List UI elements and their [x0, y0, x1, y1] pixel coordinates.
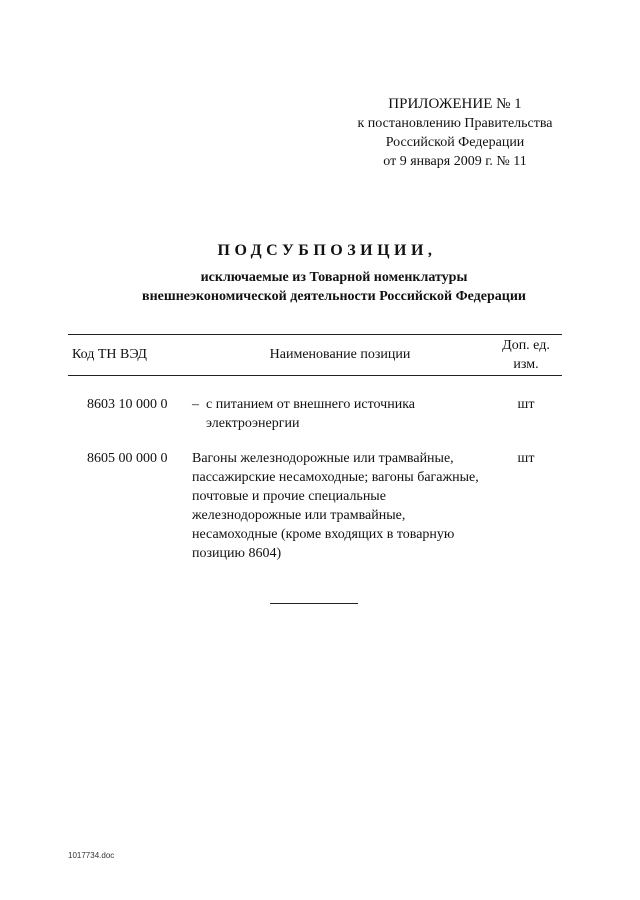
column-header-unit-line-2: изм.: [513, 357, 539, 372]
column-header-unit-line-1: Доп. ед.: [502, 338, 550, 353]
annex-line-1: к постановлению Правительства: [357, 116, 553, 131]
annex-block: [330, 94, 580, 171]
row-code: 8603 10 000 0: [87, 397, 168, 412]
annex-line-2: Российской Федерации: [385, 135, 525, 150]
document-subtitle: [28, 268, 640, 306]
document-heading: [0, 240, 640, 306]
footer-filename: 1017734.doc: [68, 851, 115, 860]
column-header-name: Наименование позиции: [269, 347, 411, 362]
table-header-row: [68, 334, 562, 376]
dash-marker: –: [192, 397, 199, 412]
column-header-code: Код ТН ВЭД: [72, 347, 147, 362]
table-row: [68, 449, 562, 563]
subtitle-line-1: исключаемые из Товарной номенклатуры: [200, 270, 468, 285]
table-row: [68, 395, 562, 433]
document-title: ПОДСУБПОЗИЦИИ,: [217, 242, 437, 259]
subtitle-line-2: внешнеэкономической деятельности Российской Федерации: [142, 289, 526, 304]
row-unit: шт: [517, 397, 535, 412]
subheadings-table: [68, 334, 562, 563]
closing-divider: [270, 603, 358, 604]
row-unit: шт: [517, 451, 535, 466]
row-code: 8605 00 000 0: [87, 451, 168, 466]
column-header-unit: [490, 336, 562, 374]
row-name-text: с питанием от внешнего источника электроэнергии: [206, 397, 415, 431]
annex-title: ПРИЛОЖЕНИЕ № 1: [388, 96, 522, 112]
row-name: [188, 395, 490, 433]
row-name: Вагоны железнодорожные или трамвайные, пассажирские несамоходные; вагоны багажные, почтовые и прочие специальные железнодорожные или трамвайные, несамоходные (кроме входящих в товарную позицию 8604): [192, 451, 479, 561]
annex-line-3: от 9 января 2009 г. № 11: [383, 154, 527, 169]
